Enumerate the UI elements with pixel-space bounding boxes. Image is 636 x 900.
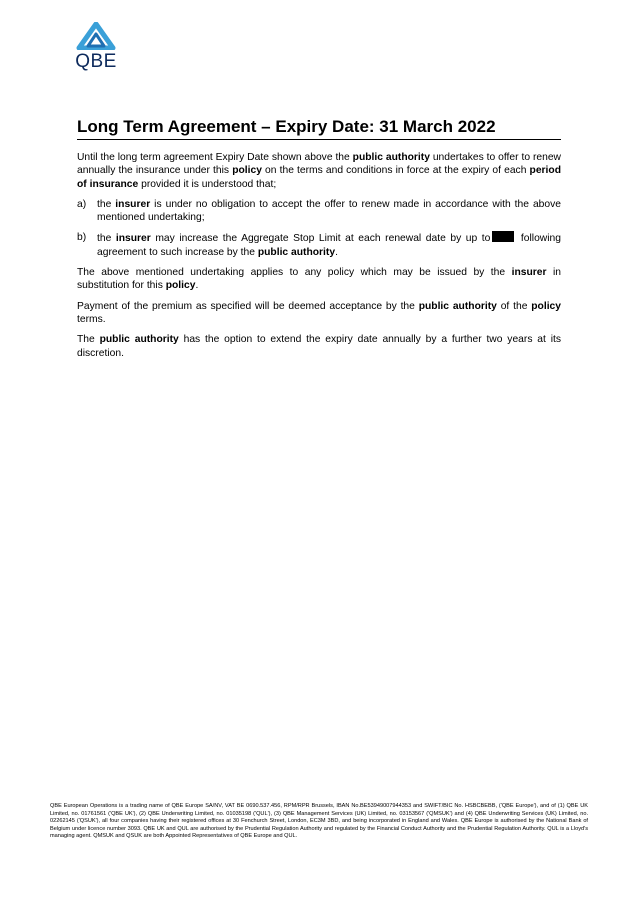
- list-text: the insurer may increase the Aggregate Stop Limit at each renewal date by up to following agreement to such increase by the public authority.: [97, 233, 561, 258]
- list-item-a: [77, 198, 561, 225]
- qbe-logo-mark-icon: [74, 22, 118, 50]
- list-marker: b): [77, 232, 87, 244]
- document-body: [77, 151, 561, 367]
- extension-paragraph: The public authority has the option to extend the expiry date annually by a further two years at its discretion.: [77, 334, 562, 359]
- redaction-block: [492, 231, 514, 242]
- qbe-logo-wordmark: QBE: [75, 51, 117, 72]
- list-marker: a): [77, 198, 87, 210]
- substitution-paragraph: The above mentioned undertaking applies to any policy which may be issued by the insurer in substitution for this policy.: [77, 267, 561, 292]
- list-item-b: [77, 231, 561, 259]
- page-title: Long Term Agreement – Expiry Date: 31 March 2022: [77, 117, 561, 140]
- intro-paragraph: Until the long term agreement Expiry Date shown above the public authority undertakes to offer to renew annually the insurance under this policy on the terms and conditions in force at the expiry of each period of insurance provided it is understood that;: [77, 152, 561, 190]
- legal-footer: QBE European Operations is a trading name of QBE Europe SA/NV, VAT BE 0690.537.456, RPM/RPR Brussels, IBAN No.BE53949007944353 and SWIFT/BIC No. HSBCBEBB, ('QBE Europe'), and of (1) QBE UK Limited, no. 01761561 ('QBE UK'), (2) QBE Underwriting Limited, no. 01035198 ('QUL'), (3) QBE Management Services (UK) Limited, no. 03153567 ('QMSUK') and (4) QBE Underwriting Services (UK) Limited, no. 02262145 ('QSUK'), all four companies having their registered offices at 30 Fenchurch Street, London, EC3M 3BD, and being incorporated in England and Wales. QBE Europe is authorised by the National Bank of Belgium under licence number 3093. QBE UK and QUL are authorised by the Prudential Regulation Authority and regulated by the Financial Conduct Authority and the Prudential Regulation Authority. QUL is a Lloyd's managing agent. QMSUK and QSUK are both Appointed Representatives of QBE Europe and QUL.: [50, 803, 588, 840]
- list-text: the insurer is under no obligation to accept the offer to renew made in accordance with the above mentioned undertaking;: [97, 198, 561, 224]
- qbe-logo: [74, 22, 118, 74]
- premium-paragraph: Payment of the premium as specified will be deemed acceptance by the public authority of the policy terms.: [77, 300, 562, 325]
